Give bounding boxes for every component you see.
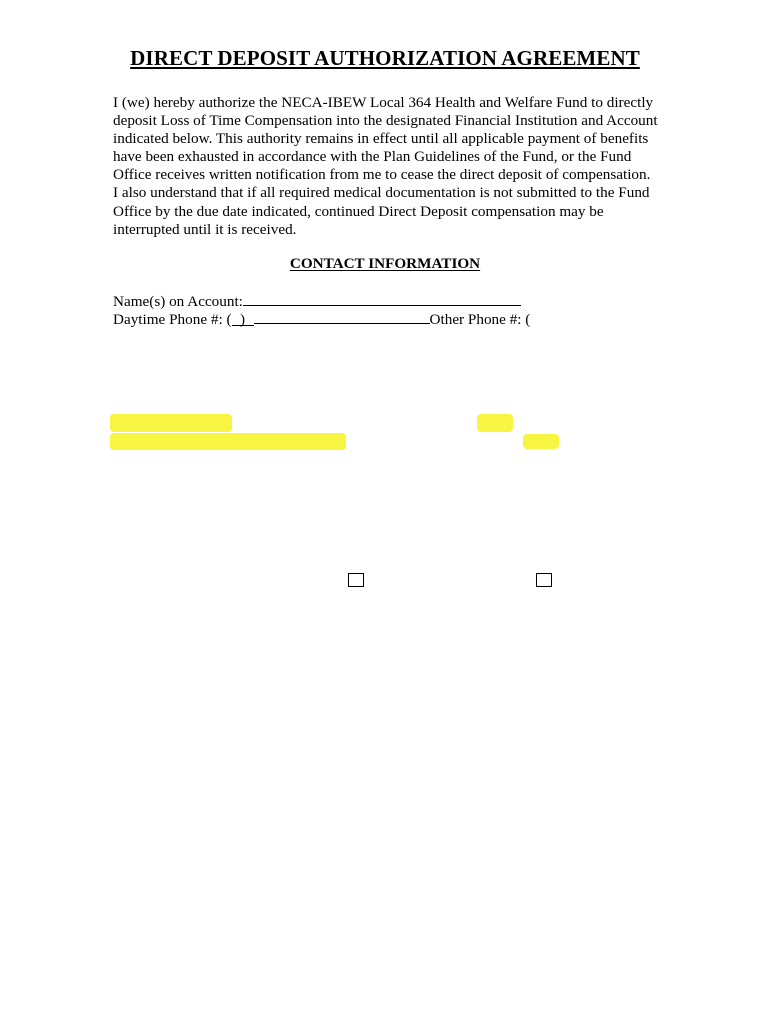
paragraph-line: indicated below. This authority remains in effect until all applicable payment of benefits <box>113 130 649 148</box>
paragraph-line: Office receives written notification from me to cease the direct deposit of compensation. <box>113 166 651 184</box>
highlight-mark <box>477 414 513 432</box>
daytime-phone-label: Daytime Phone #: ( <box>113 311 232 328</box>
paragraph-line: Office by the due date indicated, continued Direct Deposit compensation may be <box>113 202 604 220</box>
paragraph-line: I also understand that if all required medical documentation is not submitted to the Fund <box>113 184 650 202</box>
document-title: DIRECT DEPOSIT AUTHORIZATION AGREEMENT <box>130 46 640 70</box>
highlight-mark <box>110 433 346 450</box>
names-on-account-label: Name(s) on Account: <box>113 293 243 310</box>
checkbox-right[interactable] <box>536 573 552 587</box>
checkbox-left[interactable] <box>348 573 364 587</box>
contact-information-heading: CONTACT INFORMATION <box>289 255 481 272</box>
paragraph-line: deposit Loss of Time Compensation into the designated Financial Institution and Account <box>113 112 658 130</box>
daytime-phone-close-paren: ) <box>240 311 246 328</box>
phone-row <box>113 309 530 329</box>
highlight-mark <box>523 434 559 449</box>
paragraph-line: have been exhausted in accordance with the Plan Guidelines of the Fund, or the Fund <box>113 148 632 166</box>
authorization-paragraph <box>113 94 673 239</box>
daytime-phone-area-code-field[interactable] <box>232 311 254 326</box>
paragraph-line: interrupted until it is received. <box>113 220 297 238</box>
other-phone-label: Other Phone #: ( <box>429 311 531 328</box>
highlight-mark <box>110 414 232 432</box>
paragraph-line: I (we) hereby authorize the NECA-IBEW Local 364 Health and Welfare Fund to directly <box>113 94 654 111</box>
names-on-account-row <box>113 291 521 311</box>
names-on-account-field[interactable] <box>243 291 521 306</box>
daytime-phone-number-field[interactable] <box>254 309 430 324</box>
